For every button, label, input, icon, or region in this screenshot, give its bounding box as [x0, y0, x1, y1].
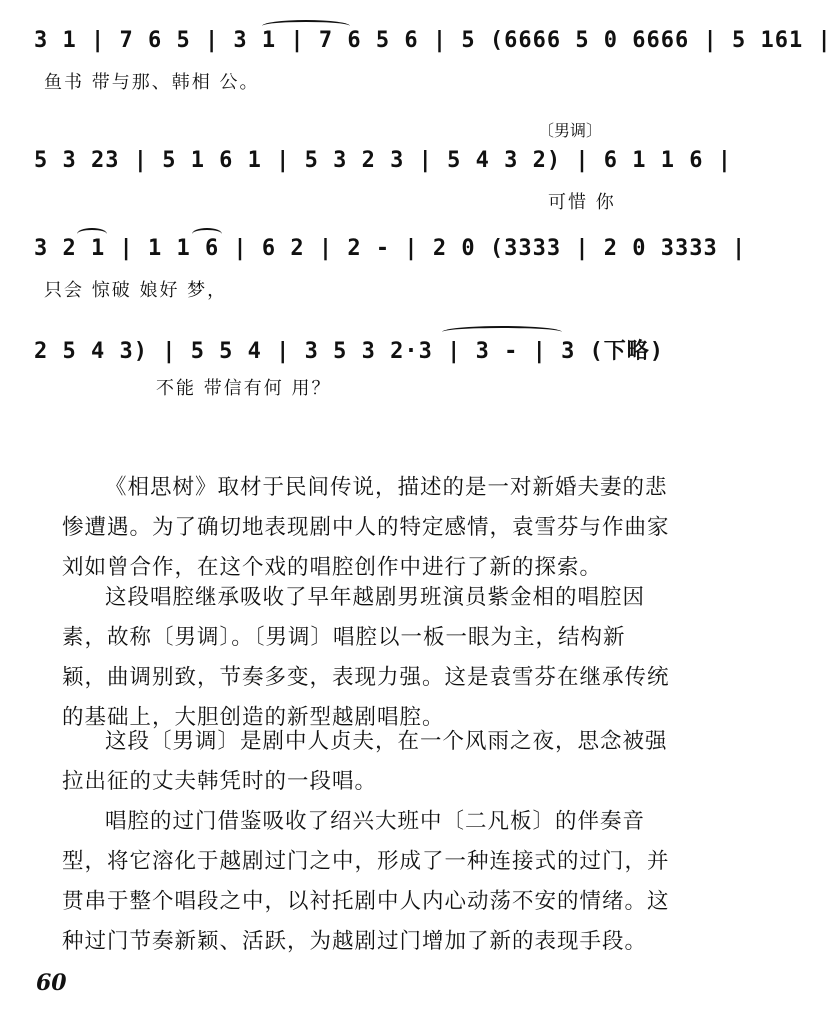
score-line-3 [0, 236, 747, 301]
score-lyrics: 鱼书 带与那、韩相 公。 [44, 72, 260, 93]
slur [262, 20, 350, 32]
score-notes: 3 2 1 | 1 1 6 | 6 2 | 2 - | 2 0 (3333 | 2 0 3333 | [34, 236, 747, 261]
score-lyrics: 只会 惊破 娘好 梦， [44, 280, 228, 301]
paragraph: 这段〔男调〕是剧中人贞夫，在一个风雨之夜，思念被强拉出征的丈夫韩凭时的一段唱。 [62, 728, 668, 794]
paragraph: 唱腔的过门借鉴吸收了绍兴大班中〔二凡板〕的伴奏音型，将它溶化于越剧过门之中，形成了一种连接式的过门，并贯串于整个唱段之中，以衬托剧中人内心动荡不安的情绪。这种过门节奏新颖、活跃，为越剧过门增加了新的表现手段。 [62, 808, 670, 954]
score-lyrics: 可惜 你 [548, 192, 616, 213]
score-line-2 [0, 148, 733, 213]
paragraph: 这段唱腔继承吸收了早年越剧男班演员紫金相的唱腔因素，故称〔男调〕。〔男调〕唱腔以一板一眼为主，结构新颖，曲调别致，节奏多变，表现力强。这是袁雪芬在继承传统的基础上，大胆创造的新型越剧唱腔。 [62, 584, 670, 730]
slur [442, 326, 562, 338]
mode-label: 〔男调〕 [537, 121, 602, 140]
score-notes: 3 1 | 7 6 5 | 3 1 | 7 6 5 6 | 5 (6666 5 0 6666 | 5 161 | [34, 28, 832, 53]
slur [77, 228, 107, 240]
score-notes: 2 5 4 3) | 5 5 4 | 3 5 3 2·3 | 3 - | 3 (下略) [34, 339, 665, 364]
score-line-4 [0, 334, 700, 398]
score-line-1 [0, 28, 832, 93]
slur [192, 228, 222, 240]
page-number: 60 [36, 970, 67, 996]
score-notes: 5 3 23 | 5 1 6 1 | 5 3 2 3 | 5 4 3 2) | 6 1 1 6 | [34, 148, 733, 173]
score-lyrics: 不能 带信有何 用？ [156, 378, 332, 399]
paragraph: 《相思树》取材于民间传说，描述的是一对新婚夫妻的悲惨遭遇。为了确切地表现剧中人的特定感情，袁雪芬与作曲家刘如曾合作，在这个戏的唱腔创作中进行了新的探索。 [62, 474, 670, 580]
